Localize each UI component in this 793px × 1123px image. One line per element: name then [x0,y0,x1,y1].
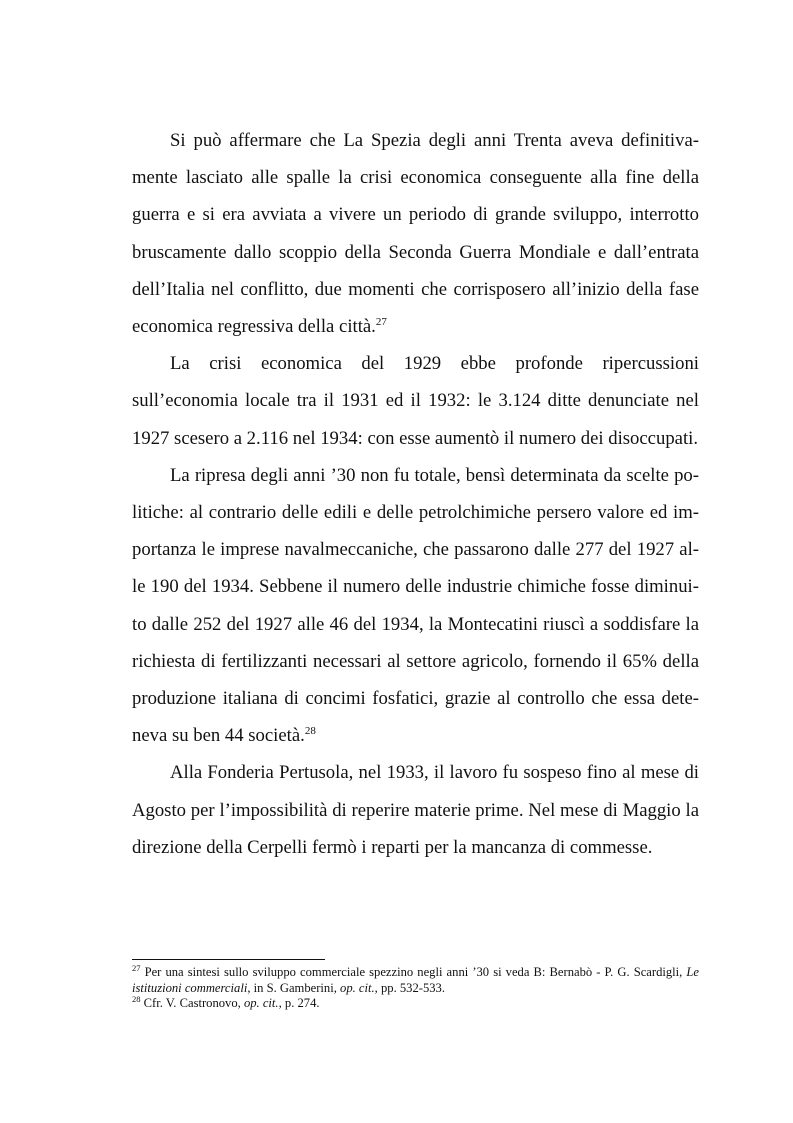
footnote-28 [132,996,699,1012]
footnote-number: 27 [132,963,141,973]
footnotes-section [132,959,699,1012]
footnote-citation: op. cit. [243,996,279,1011]
footnote-separator [132,959,325,960]
footnote-text: Per una sintesi sullo sviluppo commerciale spezzino negli anni ’30 si veda B: Bernabò - P. G. Scardigli, [140,965,687,979]
footnote-reference[interactable]: 27 [375,316,387,329]
paragraph [132,754,699,866]
paragraph-text: La ripresa degli anni ’30 non fu totale, bensì determinata da scelte politiche: al contrario delle edili e delle petrolchimiche persero valore ed importanza le imprese navalmeccaniche, che passarono dalle 277 del 1927 alle 190 del 1934. Sebbene il numero delle industrie chimiche fosse diminuito dalle 252 del 1927 alle 46 del 1934, la Montecatini riuscì a soddisfare la richiesta di fertilizzanti necessari al settore agricolo, fornendo il 65% della produzione italiana di concimi fosfatici, grazie al controllo che essa deteneva su ben 44 società. [132,464,699,747]
paragraph-text: Alla Fonderia Pertusola, nel 1933, il lavoro fu sospeso fino al mese di Agosto per l’impossibilità di reperire materie prime. Nel mese di Maggio la direzione della Cerpelli fermò i reparti per la mancanza di commesse. [132,762,699,858]
footnote-reference[interactable]: 28 [304,725,316,738]
footnote-text: , in S. Gamberini, [247,980,341,995]
paragraph [132,122,699,345]
footnote-title: Le istituzioni commerciali [132,965,699,995]
body-text [132,122,699,866]
paragraph-text: La crisi economica del 1929 ebbe profonde ripercussioni sull’economia locale tra il 1931 ed il 1932: le 3.124 ditte denunciate nel 1927 scesero a 2.116 nel 1934: con esse aumentò il numero dei disoccupati. [132,353,699,449]
paragraph [132,345,699,457]
footnote-text: Cfr. V. Castronovo, [140,996,244,1011]
paragraph-text: Si può affermare che La Spezia degli anni Trenta aveva definitivamente lasciato alle spalle la crisi economica conseguente alla fine della guerra e si era avviata a vivere un periodo di grande sviluppo, interrotto bruscamente dallo scoppio della Seconda Guerra Mondiale e dall’entrata dell’Italia nel conflitto, due momenti che corrisposero all’inizio della fase economica regressiva della città. [132,130,699,338]
footnote-27 [132,965,699,996]
footnote-citation: op. cit. [340,980,375,995]
footnote-text: , pp. 532-533. [374,980,445,995]
paragraph [132,457,699,755]
footnote-text: , p. 274. [278,996,320,1011]
footnote-number: 28 [132,994,141,1005]
